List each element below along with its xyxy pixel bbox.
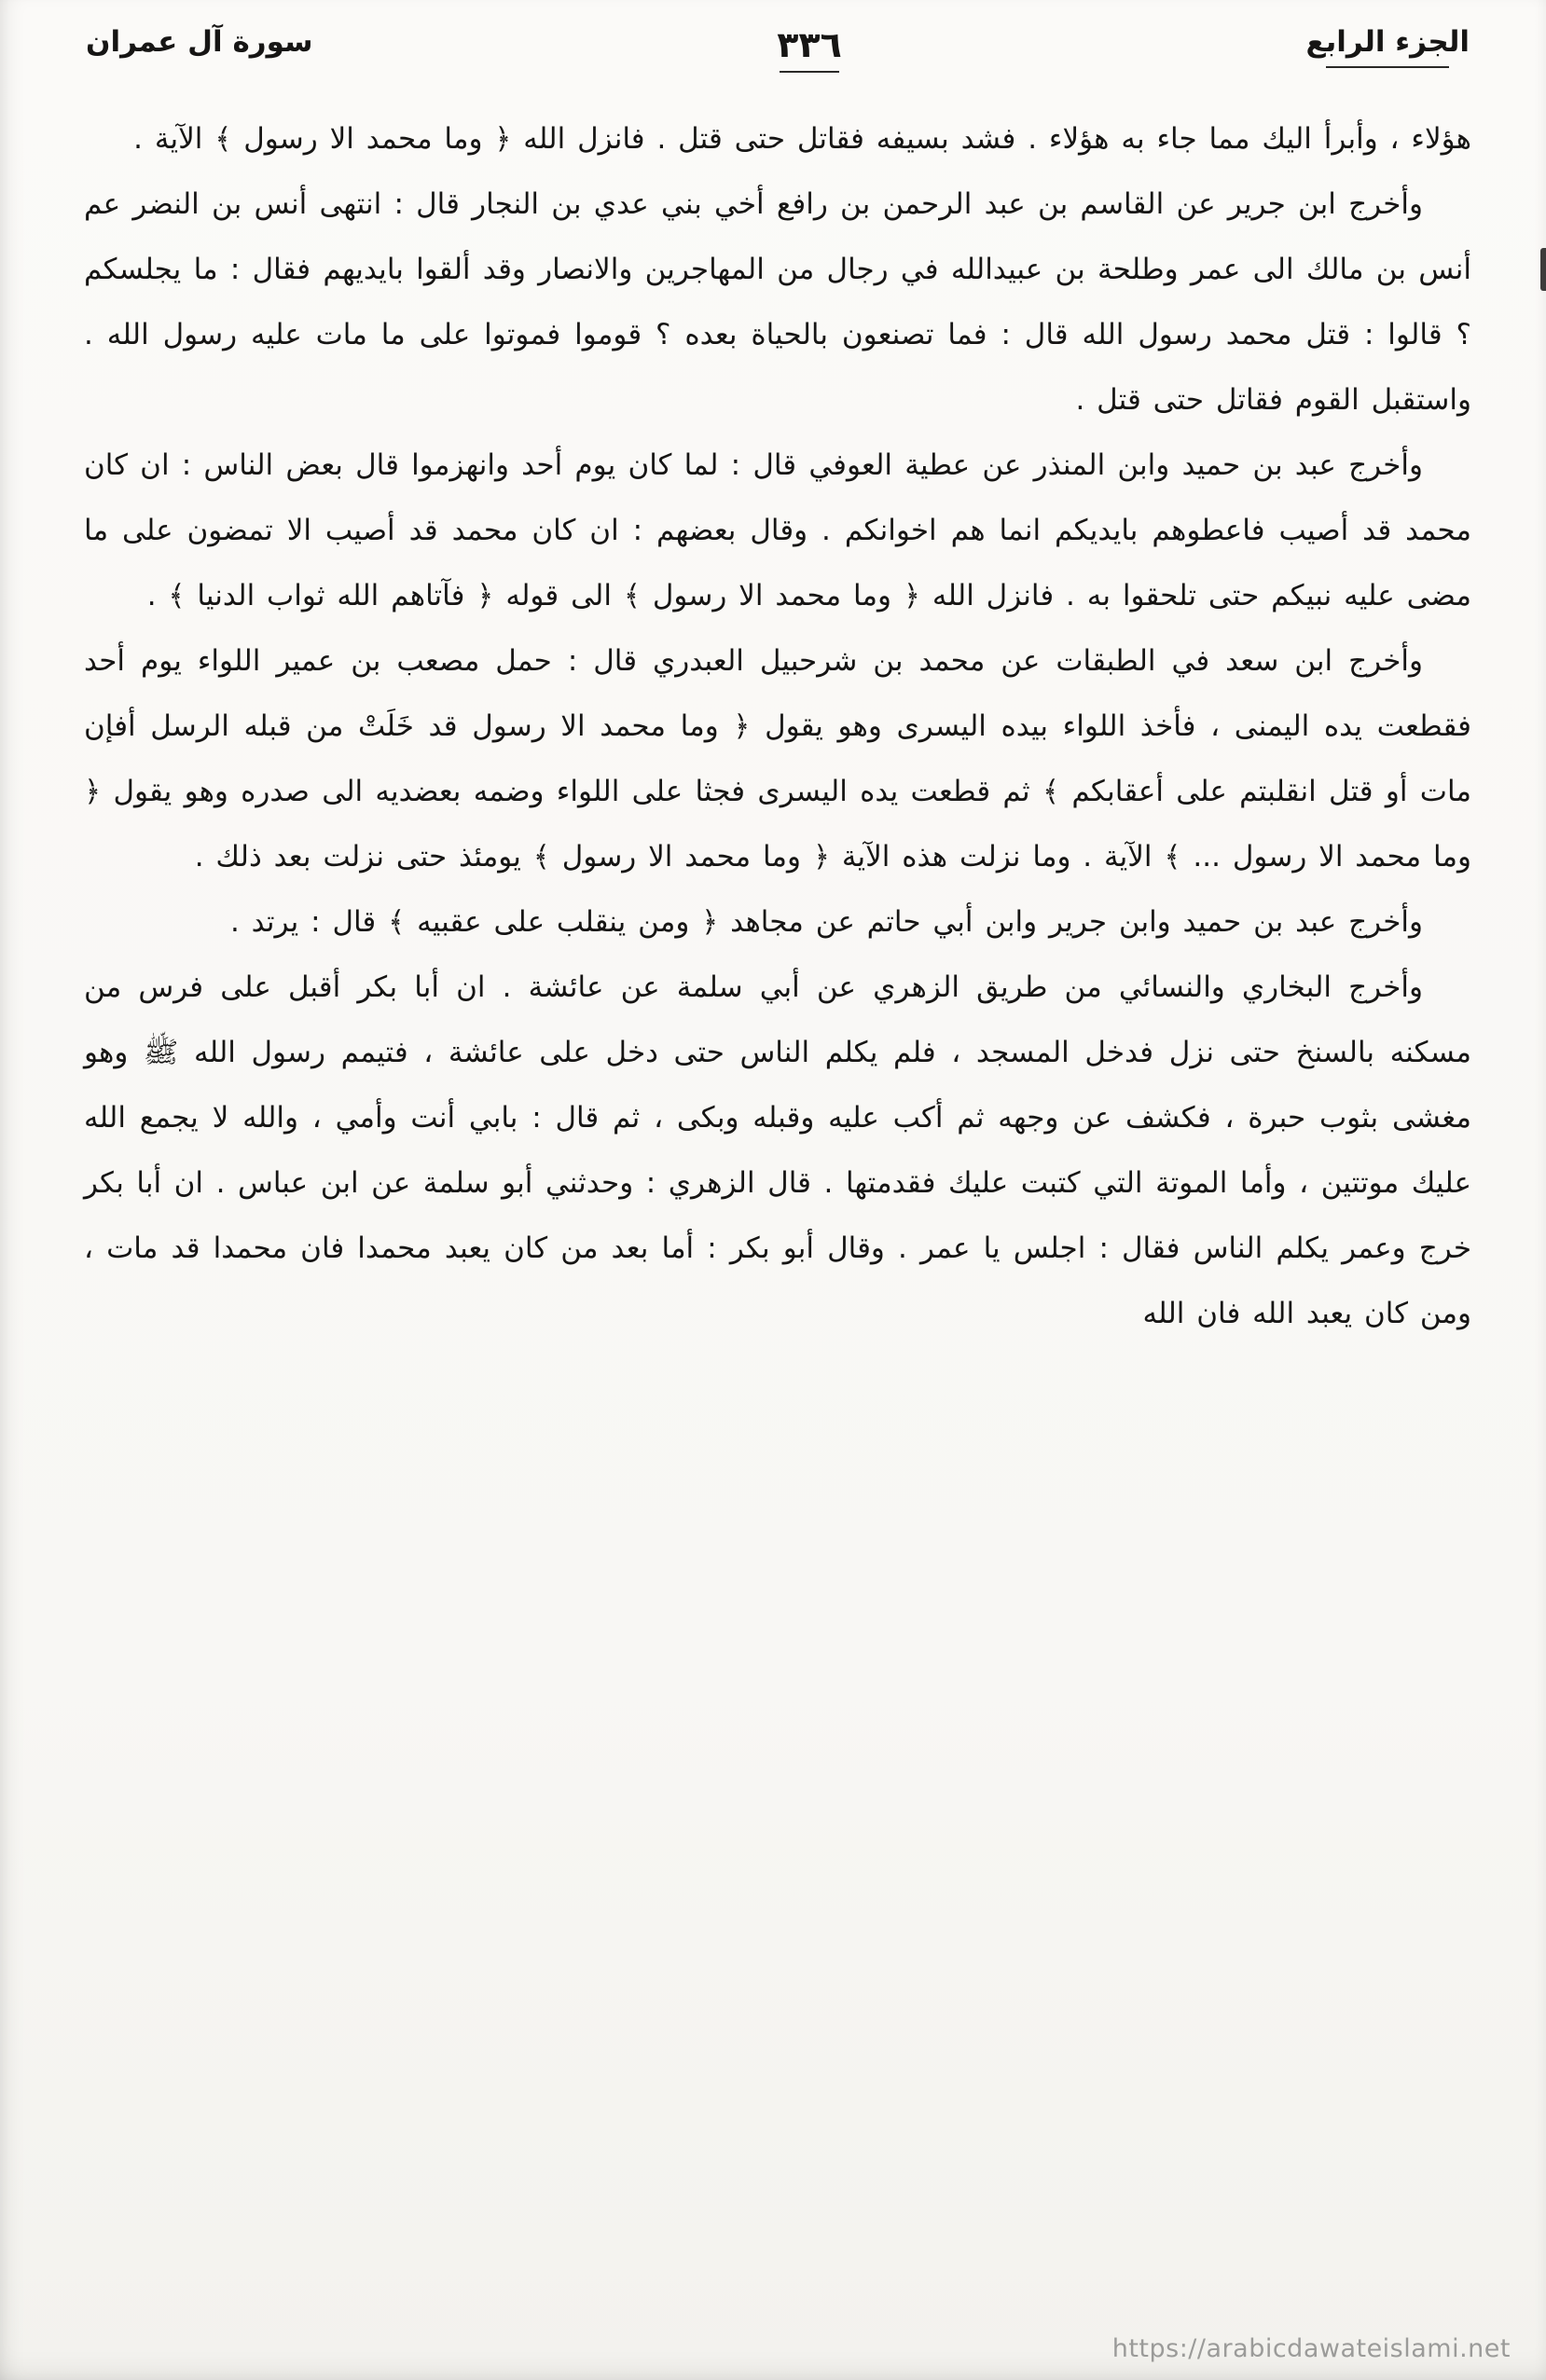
page-header xyxy=(0,0,1546,73)
scan-edge-artifact xyxy=(1540,248,1546,291)
watermark-url: https://arabicdawateislami.net xyxy=(1111,2334,1511,2363)
paragraph: وأخرج عبد بن حميد وابن جرير وابن أبي حاتم عن مجاهد ﴿ ومن ينقلب على عقبيه ﴾ قال : يرتد . xyxy=(229,904,1423,939)
paragraph: وأخرج عبد بن حميد وابن المنذر عن عطية العوفي قال : لما كان يوم أحد وانهزموا قال بعض الناس : ان كان محمد قد أصيب فاعطوهم بايديكم انما هم اخوانكم . وقال بعضهم : ان كان محمد قد أصيب الا تمضون على ما مضى عليه نبيكم حتى تلحقوا به . فانزل الله ﴿ وما محمد الا رسول ﴾ الى قوله ﴿ فآتاهم الله ثواب الدنيا ﴾ . xyxy=(84,447,1471,612)
page-number-block xyxy=(777,24,842,73)
volume-title-underline xyxy=(1326,66,1449,68)
paragraph: وأخرج ابن جرير عن القاسم بن عبد الرحمن بن رافع أخي بني عدي بن النجار قال : انتهى أنس بن النضر عم أنس بن مالك الى عمر وطلحة بن عبيدالله في رجال من المهاجرين والانصار وقد ألقوا بايديهم فقال : ما يجلسكم ؟ قالوا : قتل محمد رسول الله قال : فما تصنعون بالحياة بعده ؟ قوموا فموتوا على ما مات عليه رسول الله . واستقبل القوم فقاتل حتى قتل . xyxy=(84,186,1471,417)
header-volume-title-block xyxy=(1305,24,1470,68)
page-body-text xyxy=(0,73,1546,1346)
surah-title: سورة آل عمران xyxy=(86,25,313,59)
volume-title: الجزء الرابع xyxy=(1305,25,1470,59)
paragraph: وأخرج ابن سعد في الطبقات عن محمد بن شرحبيل العبدري قال : حمل مصعب بن عمير اللواء يوم أحد فقطعت يده اليمنى ، فأخذ اللواء بيده اليسرى وهو يقول ﴿ وما محمد الا رسول قد خَلَتْ من قبله الرسل أفإن مات أو قتل انقلبتم على أعقابكم ﴾ ثم قطعت يده اليسرى فجثا على اللواء وضمه بعضديه الى صدره وهو يقول ﴿ وما محمد الا رسول ... ﴾ الآية . وما نزلت هذه الآية ﴿ وما محمد الا رسول ﴾ يومئذ حتى نزلت بعد ذلك . xyxy=(84,643,1471,874)
surah-title-block xyxy=(86,24,313,61)
paragraph: هؤلاء ، وأبرأ اليك مما جاء به هؤلاء . فشد بسيفه فقاتل حتى قتل . فانزل الله ﴿ وما محمد الا رسول ﴾ الآية . xyxy=(133,121,1471,156)
paragraph: وأخرج البخاري والنسائي من طريق الزهري عن أبي سلمة عن عائشة . ان أبا بكر أقبل على فرس من مسكنه بالسنخ حتى نزل فدخل المسجد ، فلم يكلم الناس حتى دخل على عائشة ، فتيمم رسول الله ﷺ وهو مغشى بثوب حبرة ، فكشف عن وجهه ثم أكب عليه وقبله وبكى ، ثم قال : بابي أنت وأمي ، والله لا يجمع الله عليك موتتين ، وأما الموتة التي كتبت عليك فقدمتها . قال الزهري : وحدثني أبو سلمة عن ابن عباس . ان أبا بكر خرج وعمر يكلم الناس فقال : اجلس يا عمر . وقال أبو بكر : أما بعد من كان يعبد محمدا فان محمدا قد مات ، ومن كان يعبد الله فان الله xyxy=(84,970,1471,1330)
page-number-underline xyxy=(780,71,839,73)
page-number: ٣٣٦ xyxy=(777,24,842,65)
